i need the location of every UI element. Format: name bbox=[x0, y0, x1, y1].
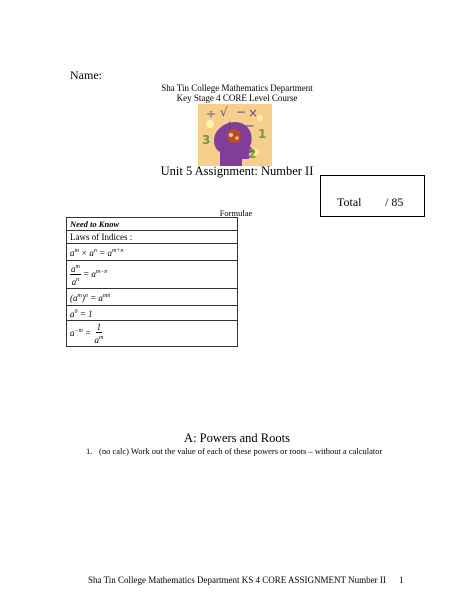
formula-table-header bbox=[67, 218, 238, 231]
formula-row bbox=[67, 244, 238, 261]
formula-row bbox=[67, 306, 238, 321]
question-number: 1. bbox=[86, 446, 93, 456]
name-label: Name: bbox=[70, 68, 102, 82]
question-text: (no calc) Work out the value of each of these powers or roots – without a calculator bbox=[99, 446, 383, 456]
logo-symbol: 3 bbox=[202, 133, 211, 147]
math-symbols-head-icon bbox=[198, 104, 272, 166]
logo-symbol: × bbox=[248, 106, 259, 120]
product-rule: $a^m \times a^n = a^{m+n}$ bbox=[70, 248, 124, 258]
formula-row bbox=[67, 261, 238, 289]
need-to-know-label: Need to Know bbox=[70, 219, 120, 229]
formula-row bbox=[67, 321, 238, 347]
laws-of-indices-label: Laws of Indices : bbox=[70, 232, 133, 242]
logo-symbol: 2 bbox=[248, 147, 257, 161]
logo-symbol: − bbox=[244, 119, 255, 134]
course-name: Key Stage 4 CORE Level Course bbox=[176, 93, 298, 103]
page-title: Unit 5 Assignment: Number II bbox=[160, 164, 314, 178]
laws-of-indices-row bbox=[67, 231, 238, 244]
logo-symbol: 1 bbox=[258, 127, 267, 141]
logo-symbol: − bbox=[236, 105, 247, 119]
page-number: 1 bbox=[399, 575, 404, 585]
section-heading: A: Powers and Roots bbox=[184, 431, 290, 445]
formulae-heading: Formulae bbox=[219, 208, 253, 218]
negative-power-rule: $a^{-m}$ = $\frac{1}{a^m}$ bbox=[70, 322, 104, 345]
footer-text: Sha Tin College Mathematics Department KS 4 CORE ASSIGNMENT Number II bbox=[88, 575, 386, 585]
power-rule: $(a^m)^n = a^{mn}$ bbox=[70, 293, 111, 303]
total-label: Total bbox=[337, 195, 362, 209]
logo-symbol: ÷ bbox=[206, 107, 217, 121]
formula-row bbox=[67, 289, 238, 306]
logo-symbol: + bbox=[224, 119, 235, 134]
formula-table bbox=[66, 217, 238, 347]
quotient-rule: $\frac{a^m}{a^n}$ = $a^{m-n}$ bbox=[71, 264, 108, 287]
total-value: / 85 bbox=[385, 195, 404, 209]
logo-symbol: √ bbox=[220, 105, 228, 119]
department-name: Sha Tin College Mathematics Department bbox=[161, 83, 313, 93]
zero-power-rule: $a^0 = 1$ bbox=[70, 309, 93, 319]
